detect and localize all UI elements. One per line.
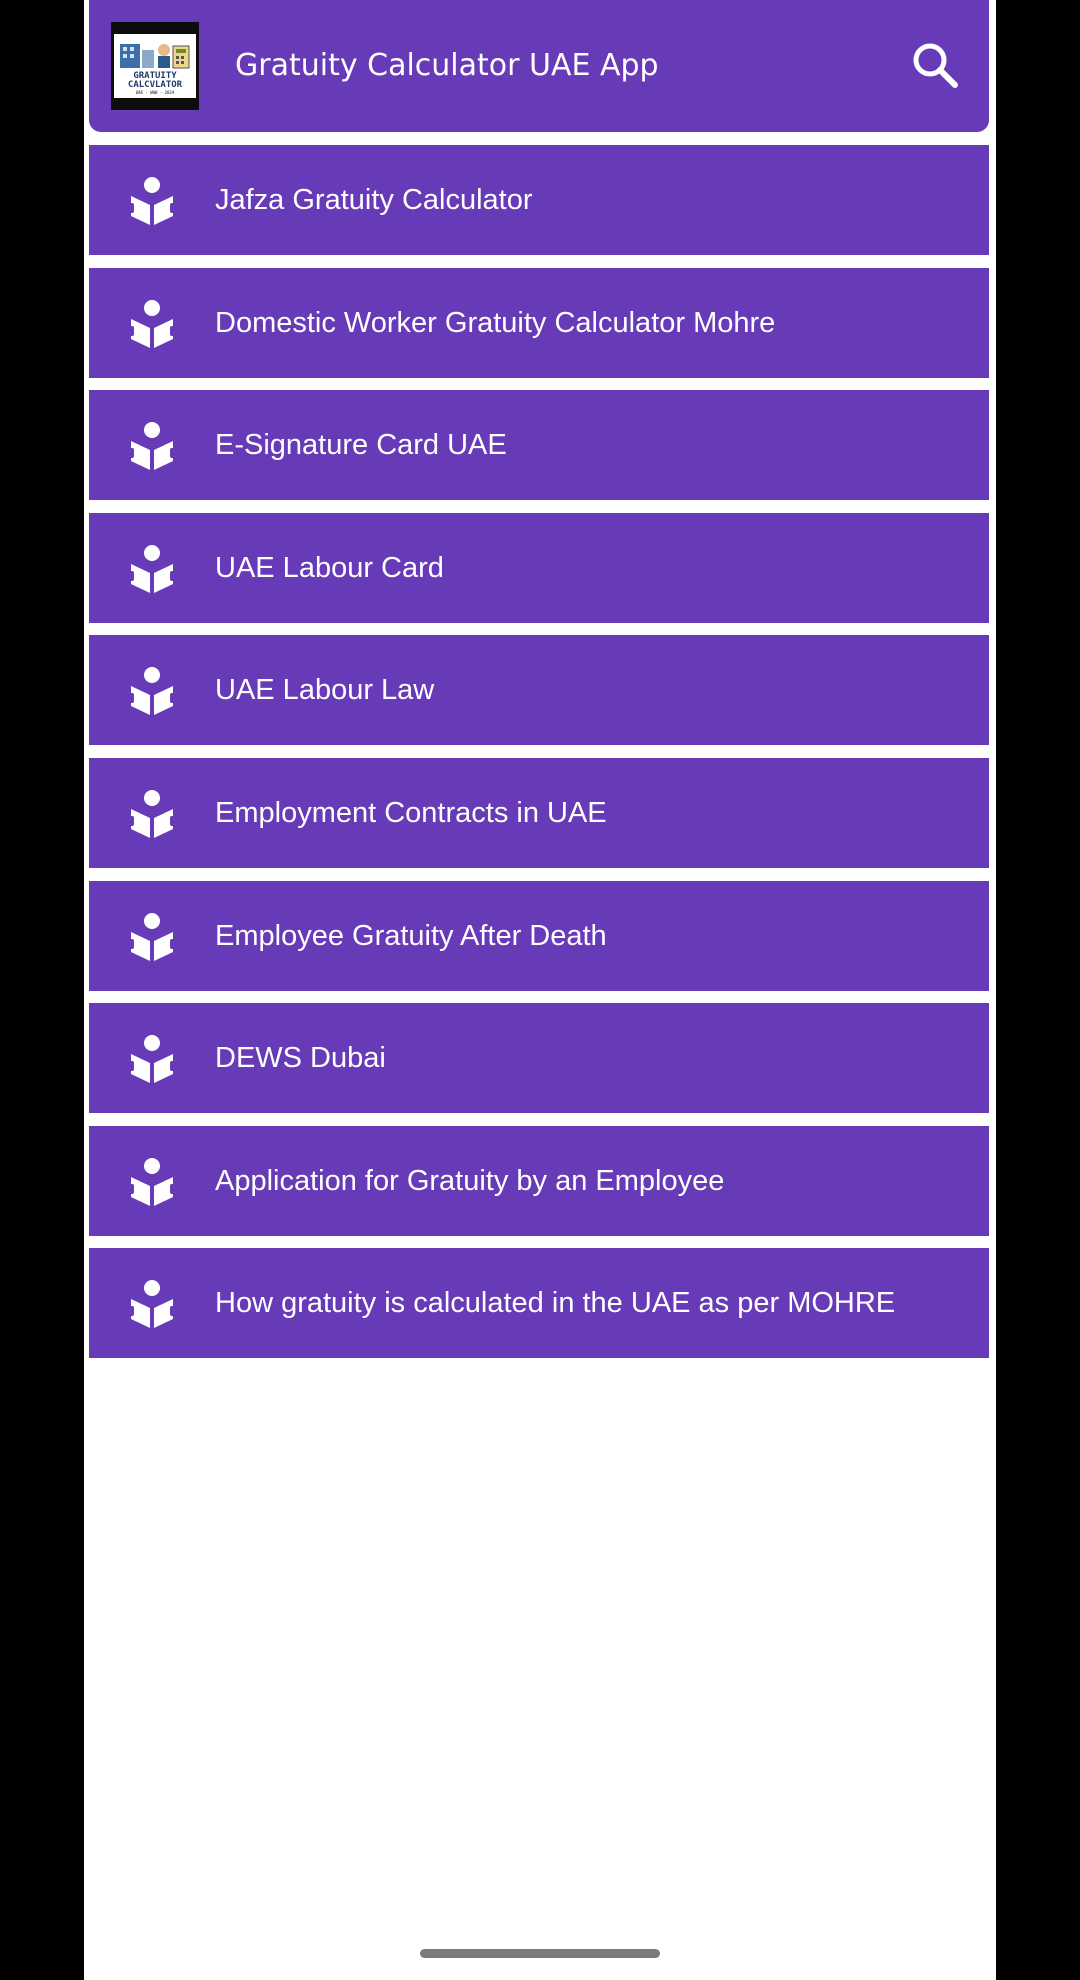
- book-reader-icon: [129, 666, 175, 716]
- book-reader-icon: [129, 544, 175, 594]
- app-logo: [111, 22, 199, 110]
- app-title: Gratuity Calculator UAE App: [235, 48, 659, 83]
- menu-item-2[interactable]: [89, 268, 989, 378]
- search-icon: [908, 38, 962, 92]
- logo-text-line3: UAE · WWW · 2024: [135, 90, 175, 95]
- search-button[interactable]: [908, 38, 962, 92]
- logo-illustration: [118, 38, 192, 70]
- menu-item-7[interactable]: [89, 881, 989, 991]
- menu-item-9[interactable]: [89, 1126, 989, 1236]
- book-reader-icon: [129, 1034, 175, 1084]
- menu-item-label: Jafza Gratuity Calculator: [215, 184, 533, 216]
- book-reader-icon: [129, 421, 175, 471]
- logo-text-line1: GRATUITY: [133, 71, 177, 81]
- menu-item-10[interactable]: [89, 1248, 989, 1358]
- menu-item-label: How gratuity is calculated in the UAE as per MOHRE: [215, 1287, 896, 1320]
- menu-item-label: Application for Gratuity by an Employee: [215, 1164, 725, 1197]
- menu-item-label: UAE Labour Card: [215, 551, 444, 584]
- menu-item-4[interactable]: [89, 513, 989, 623]
- app-bar: [89, 0, 989, 132]
- menu-item-label: UAE Labour Law: [215, 674, 435, 707]
- menu-item-3[interactable]: [89, 390, 989, 500]
- book-reader-icon: [129, 299, 175, 349]
- book-reader-icon: [129, 1157, 175, 1207]
- menu-item-6[interactable]: [89, 758, 989, 868]
- logo-text-line2: CALCVLATOR: [127, 80, 183, 90]
- home-indicator[interactable]: [420, 1949, 660, 1958]
- menu-item-8[interactable]: [89, 1003, 989, 1113]
- menu-item-label: Employment Contracts in UAE: [215, 796, 607, 829]
- book-reader-icon: [129, 789, 175, 839]
- book-reader-icon: [129, 176, 175, 226]
- menu-item-label: Domestic Worker Gratuity Calculator Mohre: [215, 306, 776, 339]
- menu-list: [89, 145, 989, 1371]
- menu-item-label: Employee Gratuity After Death: [215, 919, 607, 952]
- menu-item-1[interactable]: [89, 145, 989, 255]
- app-screen: [84, 0, 996, 1980]
- book-reader-icon: [129, 912, 175, 962]
- menu-item-label: DEWS Dubai: [215, 1042, 386, 1075]
- book-reader-icon: [129, 1279, 175, 1329]
- menu-item-5[interactable]: [89, 635, 989, 745]
- menu-item-label: E-Signature Card UAE: [215, 429, 507, 462]
